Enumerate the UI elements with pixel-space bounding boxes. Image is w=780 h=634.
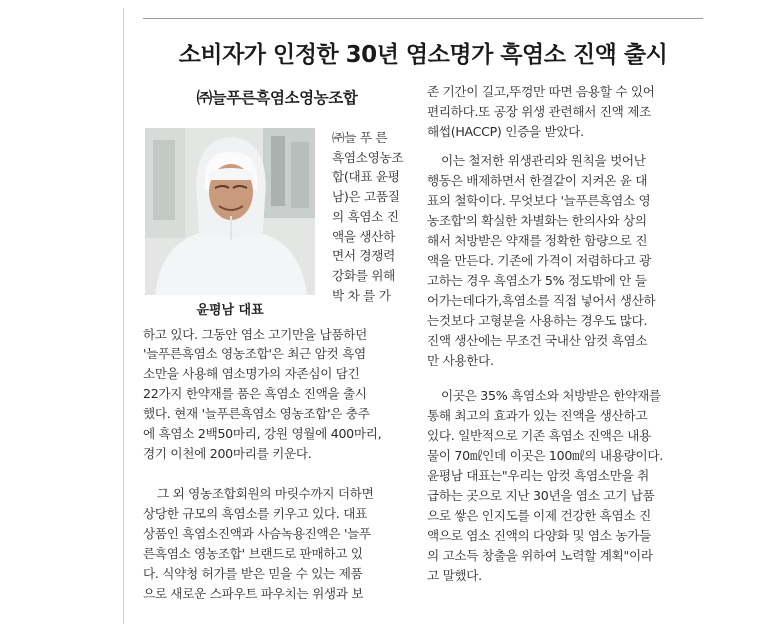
text-line: 흑염소영농조 (332, 150, 404, 165)
text-line: 으로 쌓은 인지도를 이제 건강한 흑염소 진 (427, 508, 651, 523)
byline: ㈜늘푸른흑염소영농조합 (196, 89, 358, 107)
text-line: 경기 이천에 200마리를 키운다. (143, 446, 312, 461)
text-line: 이곳은 35% 흑염소와 처방받은 한약재를 (441, 388, 661, 403)
headline: 소비자가 인정한 30년 염소명가 흑염소 진액 출시 (178, 42, 668, 68)
text-line: 만 사용한다. (427, 353, 494, 368)
text-line: 남)은 고품질 (332, 189, 400, 204)
text-line: 박 차 를 가 (332, 288, 391, 303)
text-line: 면서 경쟁력 (332, 248, 396, 263)
text-line: 통해 최고의 효과가 있는 진액을 생산하고 (427, 408, 648, 423)
text-line: 농조합'의 확실한 차별화는 한의사와 상의 (427, 213, 647, 228)
text-line: 합(대표 윤평 (332, 169, 400, 184)
text-line: 소만을 사용해 염소명가의 자존심이 담긴 (143, 366, 360, 381)
text-line: 어가는데다가,흑염소를 직접 넣어서 생산하 (427, 293, 656, 308)
text-line: 의 흑염소 진 (332, 209, 399, 224)
text-line: 는것보다 고형분을 사용하는 경우도 많다. (427, 313, 648, 328)
text-line: 고하는 경우 흑염소가 5% 정도밖에 안 들 (427, 273, 647, 288)
text-line: 해썹(HACCP) 인증을 받았다. (427, 124, 584, 139)
text-line: 진액 생산에는 무조건 국내산 암컷 흑염소 (427, 333, 648, 348)
text-line: 다. 식약청 허가를 받은 믿을 수 있는 제품 (143, 566, 363, 581)
text-line: 윤평남 대표는"우리는 암컷 흑염소만을 취 (427, 468, 650, 483)
photo-caption: 윤평남 대표 (196, 303, 264, 318)
text-line: 액으로 염소 진액의 다양화 및 염소 농가들 (427, 528, 651, 543)
text-line: 물이 70㎖인데 이곳은 100㎖의 내용량이다. (427, 448, 663, 463)
text-line: 편리하다.또 공장 위생 관련해서 진액 제조 (427, 104, 651, 119)
text-line: 액을 만든다. 기존에 가격이 저렴하다고 광 (427, 253, 651, 268)
text-line: 존 기간이 길고,뚜껑만 따면 음용할 수 있어 (427, 84, 655, 99)
text-line: 있다. 일반적으로 기존 흑염소 진액은 내용 (427, 428, 651, 443)
text-line: 에 흑염소 2백50마리, 강원 영월에 400마리, (143, 426, 382, 441)
portrait-photo (145, 128, 315, 295)
page-edge-rule (123, 8, 124, 624)
text-line: 표의 철학이다. 무엇보다 '늘푸른흑염소 영 (427, 193, 651, 208)
portrait-photo-icon (145, 128, 315, 295)
text-line: 강화를 위해 (332, 268, 396, 283)
text-line: '늘푸른흑염소 영농조합'은 최근 암컷 흑염 (143, 346, 366, 361)
text-line: 행동은 배제하면서 한결같이 지켜온 윤 대 (427, 173, 648, 188)
text-line: 하고 있다. 그동안 염소 고기만을 납품하던 (143, 327, 367, 342)
text-line: 의 고소득 창출을 위하여 노력할 계획"이라 (427, 548, 653, 563)
text-line: 으로 새로운 스파우트 파우치는 위생과 보 (143, 586, 364, 601)
text-line: 22가지 한약재를 품은 흑염소 진액을 출시 (143, 386, 367, 401)
text-line: 상당한 규모의 흑염소를 키우고 있다. 대표 (143, 506, 367, 521)
text-line: 이는 철저한 위생관리와 원칙을 벗어난 (441, 153, 646, 168)
text-line: 그 외 영농조합회원의 마릿수까지 더하면 (157, 486, 374, 501)
top-rule (143, 18, 703, 19)
text-line: 고 말했다. (427, 568, 482, 583)
text-line: 액을 생산하 (332, 229, 396, 244)
text-line: 했다. 현재 '늘푸른흑염소 영농조합'은 충주 (143, 406, 370, 421)
text-line: 른흑염소 영농조합' 브랜드로 판매하고 있 (143, 546, 363, 561)
text-line: ㈜늘 푸 른 (332, 130, 388, 145)
text-line: 급하는 곳으로 지난 30년을 염소 고기 납품 (427, 488, 655, 503)
text-line: 해서 처방받은 약재를 정확한 함량으로 진 (427, 233, 648, 248)
text-line: 상품인 흑염소진액과 사슴녹용진액은 '늘푸 (143, 526, 371, 541)
